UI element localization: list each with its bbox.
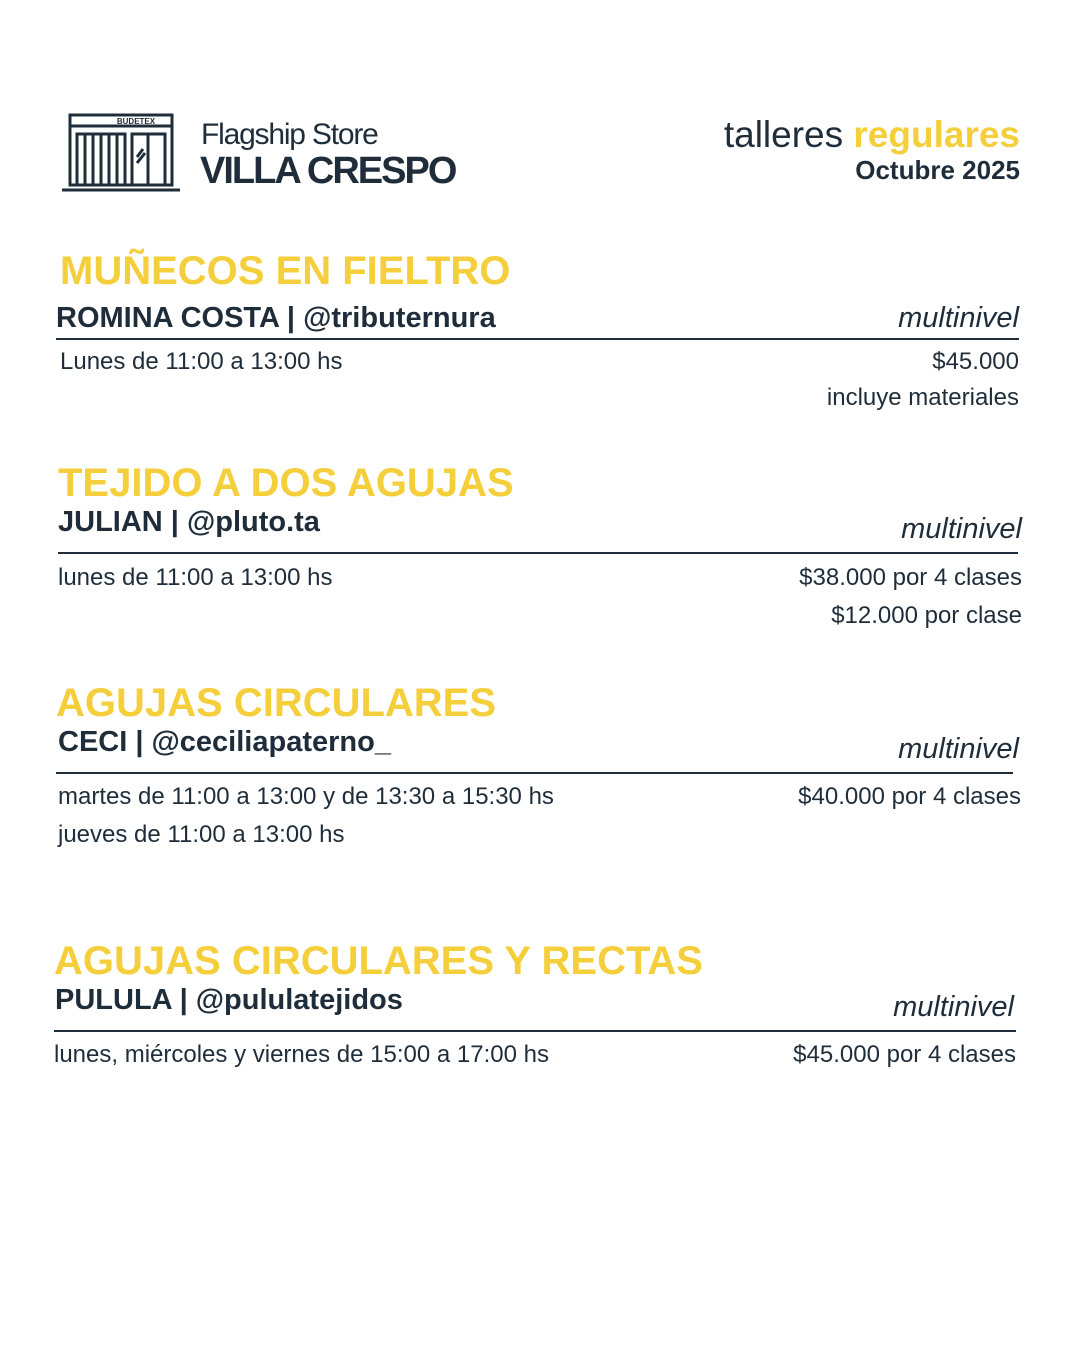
workshop-price xyxy=(799,559,1022,635)
price-line: $38.000 por 4 clases xyxy=(799,564,1022,591)
store-sign-text: BUDETEX xyxy=(116,117,156,126)
workshop-tejido xyxy=(58,460,1022,640)
workshop-level: multinivel xyxy=(898,302,1019,334)
workshop-title: AGUJAS CIRCULARES Y RECTAS xyxy=(54,939,703,983)
workshop-circulares xyxy=(56,680,1021,860)
workshop-schedule xyxy=(54,1036,549,1074)
workshop-price xyxy=(798,779,1021,815)
workshop-divider xyxy=(56,338,1019,340)
workshop-divider xyxy=(58,552,1018,554)
schedule-line: lunes, miércoles y viernes de 15:00 a 17:00 hs xyxy=(54,1041,549,1068)
month-label: Octubre 2025 xyxy=(855,155,1020,185)
talleres-word: talleres xyxy=(723,114,844,155)
storefront-icon xyxy=(60,112,182,194)
workshop-teacher: CECI | @ceciliapaterno_ xyxy=(58,726,391,758)
price-line: $12.000 por clase xyxy=(831,602,1022,629)
workshop-divider xyxy=(54,1030,1016,1032)
talleres-accent: regulares xyxy=(853,114,1020,155)
workshop-schedule xyxy=(60,343,342,381)
talleres-heading xyxy=(724,115,1020,155)
workshop-munecos xyxy=(56,248,1019,418)
workshop-teacher: JULIAN | @pluto.ta xyxy=(58,506,320,538)
workshop-title: AGUJAS CIRCULARES xyxy=(56,681,497,725)
workshop-price xyxy=(793,1037,1016,1073)
schedule-line: Lunes de 11:00 a 13:00 hs xyxy=(60,348,343,375)
schedule-line: martes de 11:00 a 13:00 y de 13:30 a 15:30 hs xyxy=(58,783,554,810)
workshop-level: multinivel xyxy=(901,513,1022,545)
workshop-teacher: PULULA | @pululatejidos xyxy=(55,984,403,1016)
workshop-divider xyxy=(56,772,1013,774)
brand-line1: Flagship Store xyxy=(201,118,378,151)
workshop-title: TEJIDO A DOS AGUJAS xyxy=(58,461,514,505)
workshop-price xyxy=(827,344,1019,416)
price-line: incluye materiales xyxy=(826,384,1019,411)
workshop-schedule xyxy=(58,778,554,854)
price-line: $40.000 por 4 clases xyxy=(798,783,1021,810)
workshop-teacher: ROMINA COSTA | @tributernura xyxy=(56,302,496,334)
workshop-schedule xyxy=(58,559,332,597)
schedule-line: jueves de 11:00 a 13:00 hs xyxy=(58,821,345,848)
workshop-level: multinivel xyxy=(898,733,1019,765)
price-line: $45.000 xyxy=(932,348,1019,375)
workshop-level: multinivel xyxy=(893,991,1014,1023)
schedule-line: lunes de 11:00 a 13:00 hs xyxy=(58,564,333,591)
price-line: $45.000 por 4 clases xyxy=(793,1041,1016,1068)
workshop-title: MUÑECOS EN FIELTRO xyxy=(60,249,511,293)
brand-line2: VILLA CRESPO xyxy=(200,150,456,192)
workshop-circulares-rectas xyxy=(54,938,1016,1078)
header-right xyxy=(724,115,1020,185)
